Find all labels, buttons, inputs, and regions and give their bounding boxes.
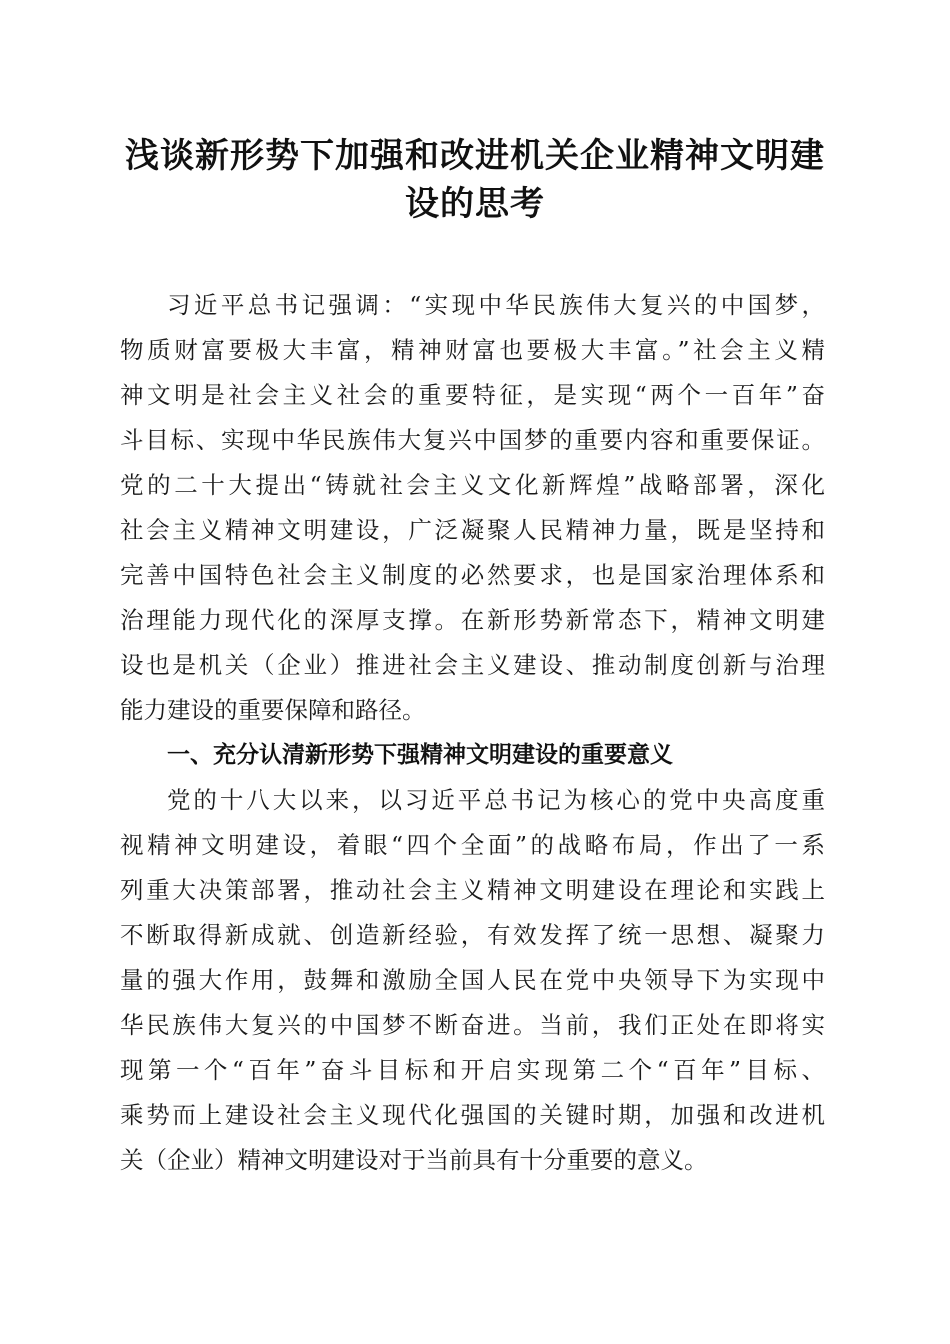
text-line: 能力建设的重要保障和路径。	[120, 696, 426, 724]
title-line-1: 浅谈新形势下加强和改进机关企业精神文明建	[125, 136, 825, 176]
text-line: 习近平总书记强调：“实现中华民族伟大复兴的中国梦，	[167, 291, 825, 319]
section-heading: 一、充分认清新形势下强精神文明建设的重要意义	[167, 742, 673, 768]
text-line: 完善中国特色社会主义制度的必然要求，也是国家治理体系和	[120, 561, 825, 589]
text-line: 设也是机关（企业）推进社会主义建设、推动制度创新与治理	[120, 651, 825, 679]
text-line: 乘势而上建设社会主义现代化强国的关键时期，加强和改进机	[120, 1101, 825, 1129]
intro-paragraph	[120, 283, 825, 733]
text-line: 社会主义精神文明建设，广泛凝聚人民精神力量，既是坚持和	[120, 516, 825, 544]
document-body	[120, 283, 825, 1183]
text-line: 党的二十大提出“铸就社会主义文化新辉煌”战略部署，深化	[120, 471, 825, 499]
text-line: 关（企业）精神文明建设对于当前具有十分重要的意义。	[120, 1146, 708, 1174]
document-title	[110, 132, 840, 228]
text-line: 不断取得新成就、创造新经验，有效发挥了统一思想、凝聚力	[120, 921, 825, 949]
text-line: 斗目标、实现中华民族伟大复兴中国梦的重要内容和重要保证。	[120, 426, 825, 454]
text-line: 治理能力现代化的深厚支撑。在新形势新常态下，精神文明建	[120, 606, 825, 634]
text-line: 视精神文明建设，着眼“四个全面”的战略布局，作出了一系	[120, 831, 825, 859]
title-line-2: 设的思考	[405, 184, 545, 224]
text-line: 华民族伟大复兴的中国梦不断奋进。当前，我们正处在即将实	[120, 1011, 825, 1039]
text-line: 量的强大作用，鼓舞和激励全国人民在党中央领导下为实现中	[120, 966, 825, 994]
text-line: 物质财富要极大丰富，精神财富也要极大丰富。”社会主义精	[120, 336, 825, 364]
text-line: 列重大决策部署，推动社会主义精神文明建设在理论和实践上	[120, 876, 825, 904]
section1-paragraph	[120, 778, 825, 1183]
text-line: 神文明是社会主义社会的重要特征，是实现“两个一百年”奋	[120, 381, 825, 409]
text-line: 现第一个“百年”奋斗目标和开启实现第二个“百年”目标、	[120, 1056, 825, 1084]
text-line: 党的十八大以来，以习近平总书记为核心的党中央高度重	[167, 786, 825, 814]
